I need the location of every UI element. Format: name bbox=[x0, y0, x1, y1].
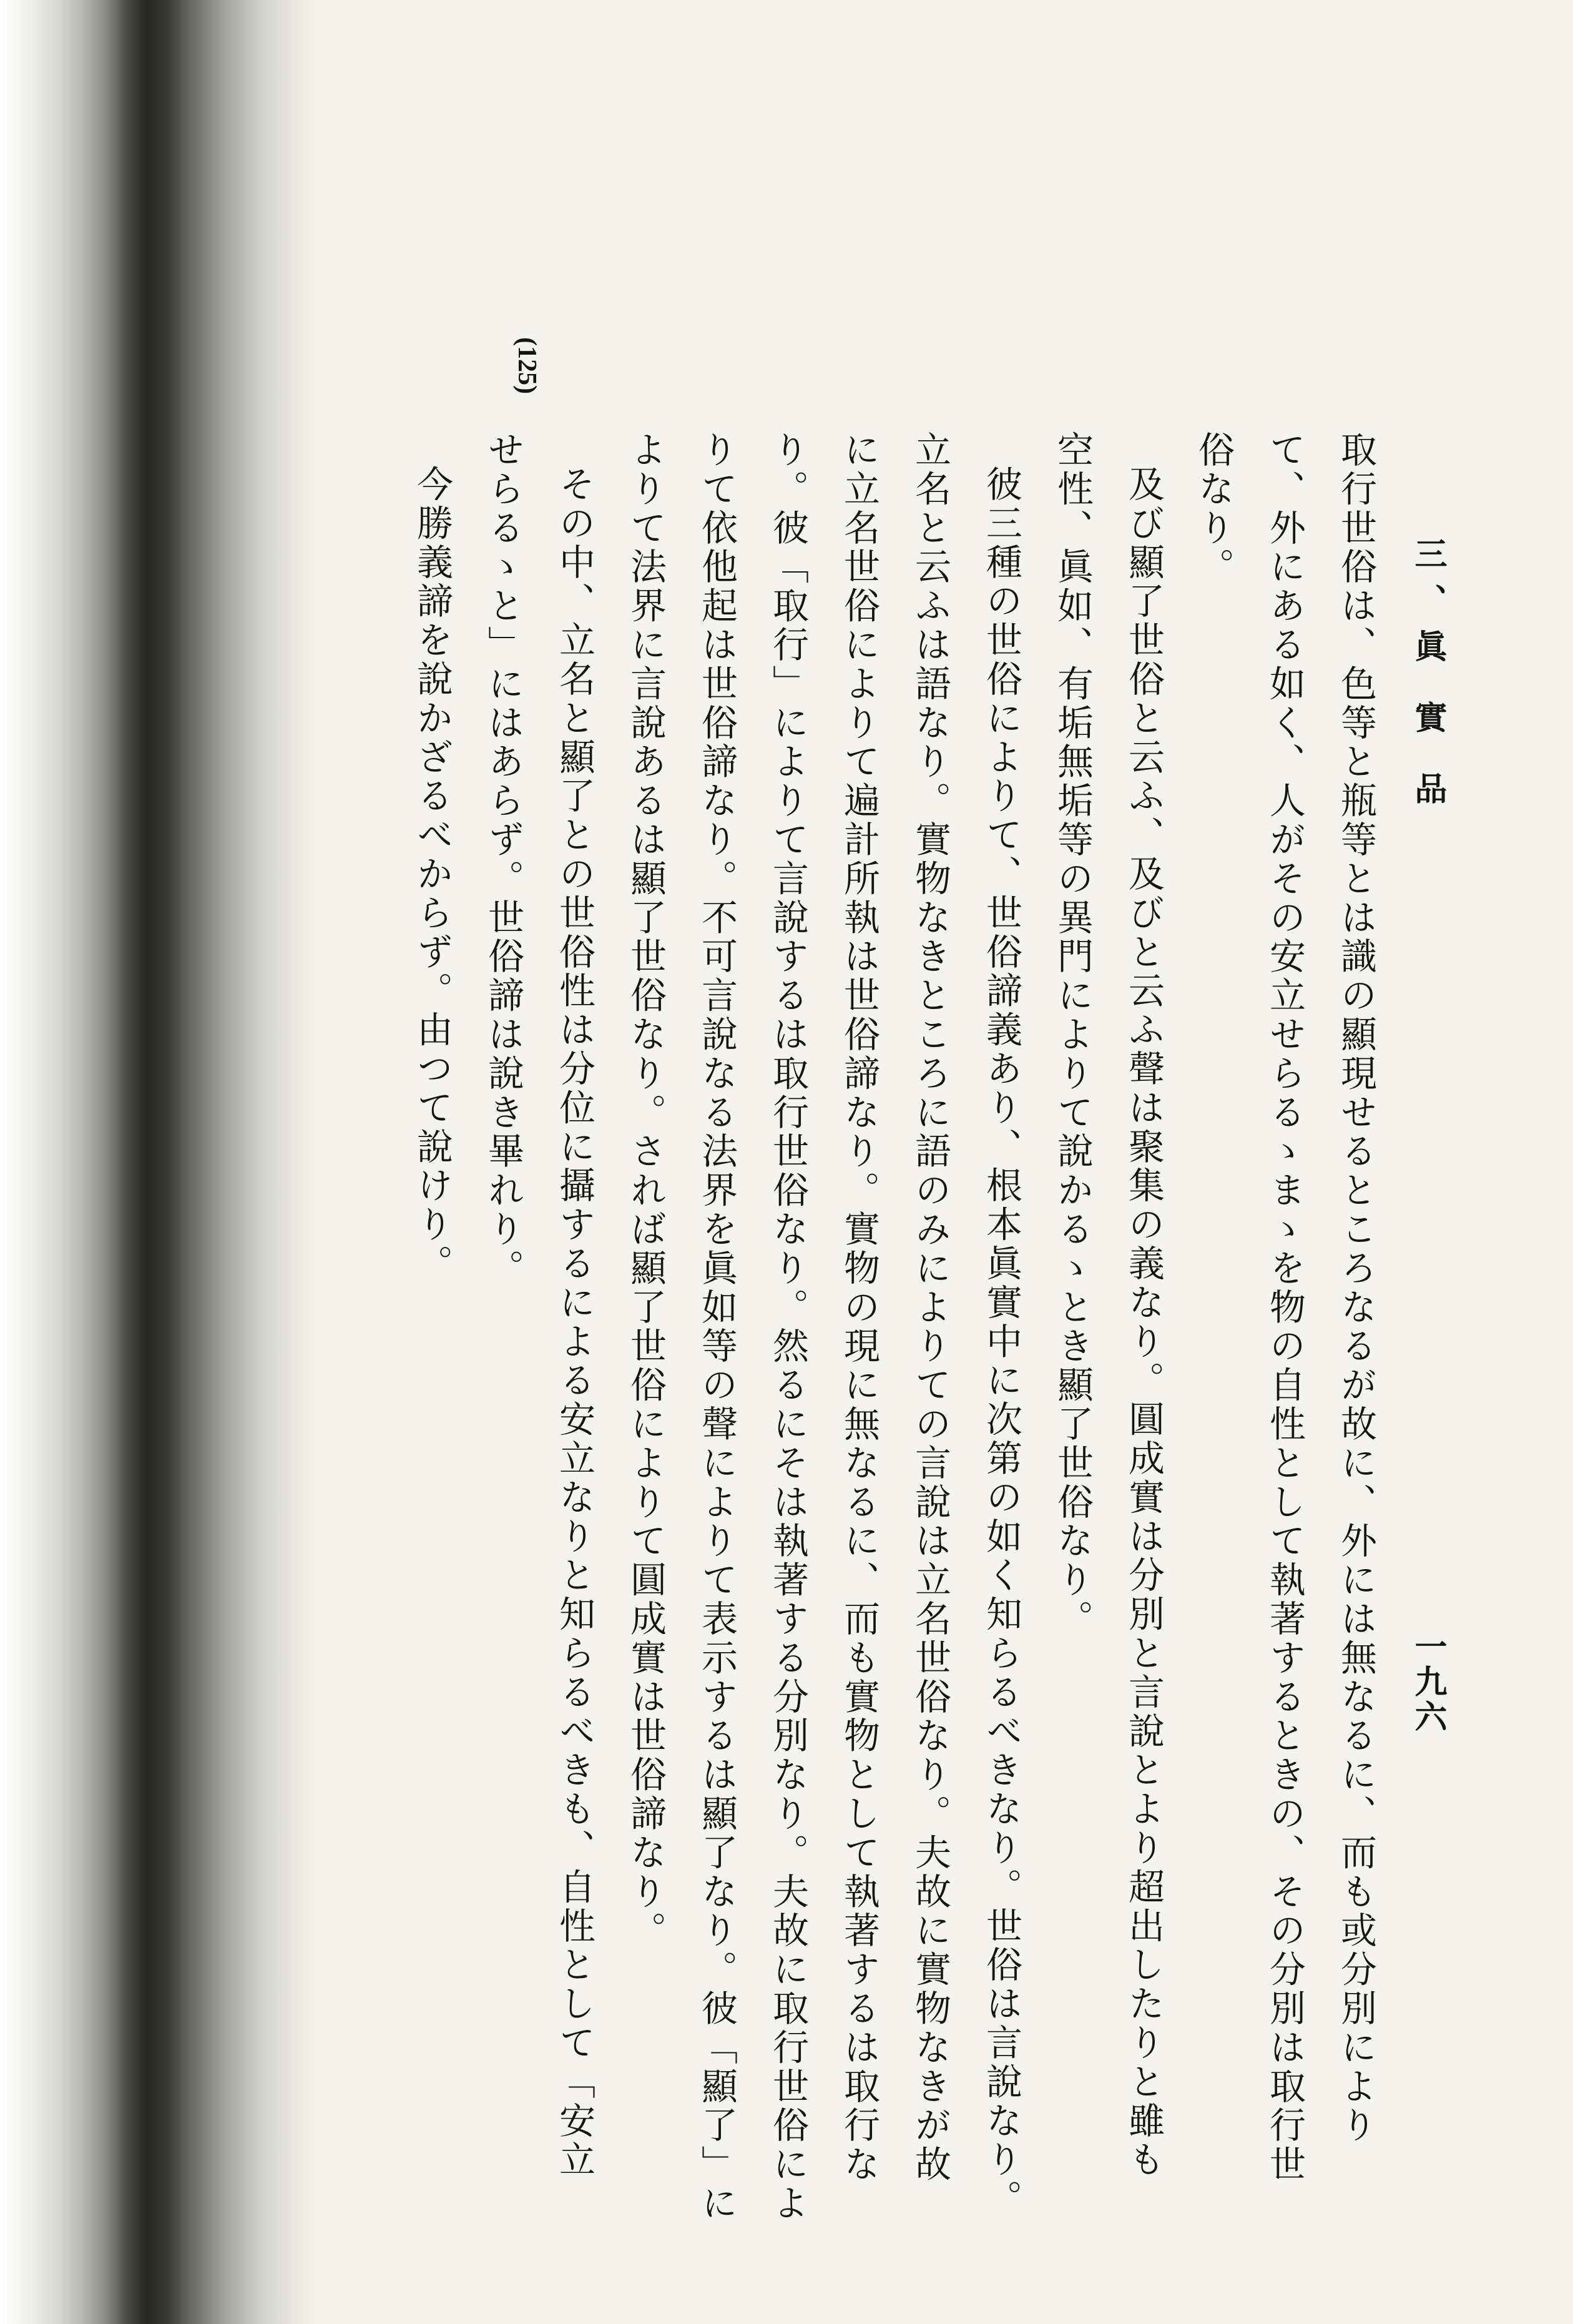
text-column: 彼三種の世俗によりて、世俗諦義あり、根本眞實中に次第の如く知らるべきなり。世俗は言說なり。 bbox=[980, 465, 1022, 2218]
text-column: て、外にある如く、人がその安立せらるゝまゝを物の自性として執著するときの、その分別は取行世 bbox=[1263, 431, 1306, 2184]
text-column: 及び顯了世俗と云ふ、及びと云ふ聲は聚集の義なり。圓成實は分別と言說とより超出したりと雖も bbox=[1122, 465, 1165, 2180]
text-column: 空性、眞如、有垢無垢等の異門によりて說かるゝとき顯了世俗なり。 bbox=[1051, 431, 1094, 1639]
text-column: 今勝義諦を說かざるべからず。由つて說けり。 bbox=[411, 465, 453, 1284]
text-column: 俗なり。 bbox=[1192, 431, 1235, 587]
print-number: (125) bbox=[512, 337, 541, 394]
running-header: 三、眞 實 品 bbox=[1409, 537, 1447, 819]
page-number: 一九六 bbox=[1409, 1630, 1447, 1735]
text-column: 取行世俗は、色等と瓶等とは識の顯現せるところなるが故に、外には無なるに、而も或分別により bbox=[1335, 431, 1377, 2145]
text-column: その中、立名と顯了との世俗性は分位に攝するによる安立なりと知らるべきも、自性として「安立 bbox=[553, 465, 595, 2180]
text-column: りて依他起は世俗諦なり。不可言說なる法界を眞如等の聲によりて表示するは顯了なり。彼「顯了」に bbox=[695, 431, 738, 2223]
scan-gutter-shadow bbox=[0, 0, 325, 2324]
text-column: よりて法界に言說あるは顯了世俗なり。されば顯了世俗によりて圓成實は世俗諦なり。 bbox=[624, 431, 667, 1951]
text-column: に立名世俗によりて遍計所執は世俗諦なり。實物の現に無なるに、而も實物として執著するは取行な bbox=[838, 431, 880, 2184]
text-column: 立名と云ふは語なり。實物なきところに語のみによりての言說は立名世俗なり。夫故に實物なきが故 bbox=[909, 431, 951, 2184]
text-column: せらるゝと」にはあらず。世俗諦は說き畢れり。 bbox=[482, 431, 524, 1288]
text-column: り。彼「取行」によりて言說するは取行世俗なり。然るにそは執著する分別なり。夫故に取行世俗によ bbox=[767, 431, 809, 2223]
